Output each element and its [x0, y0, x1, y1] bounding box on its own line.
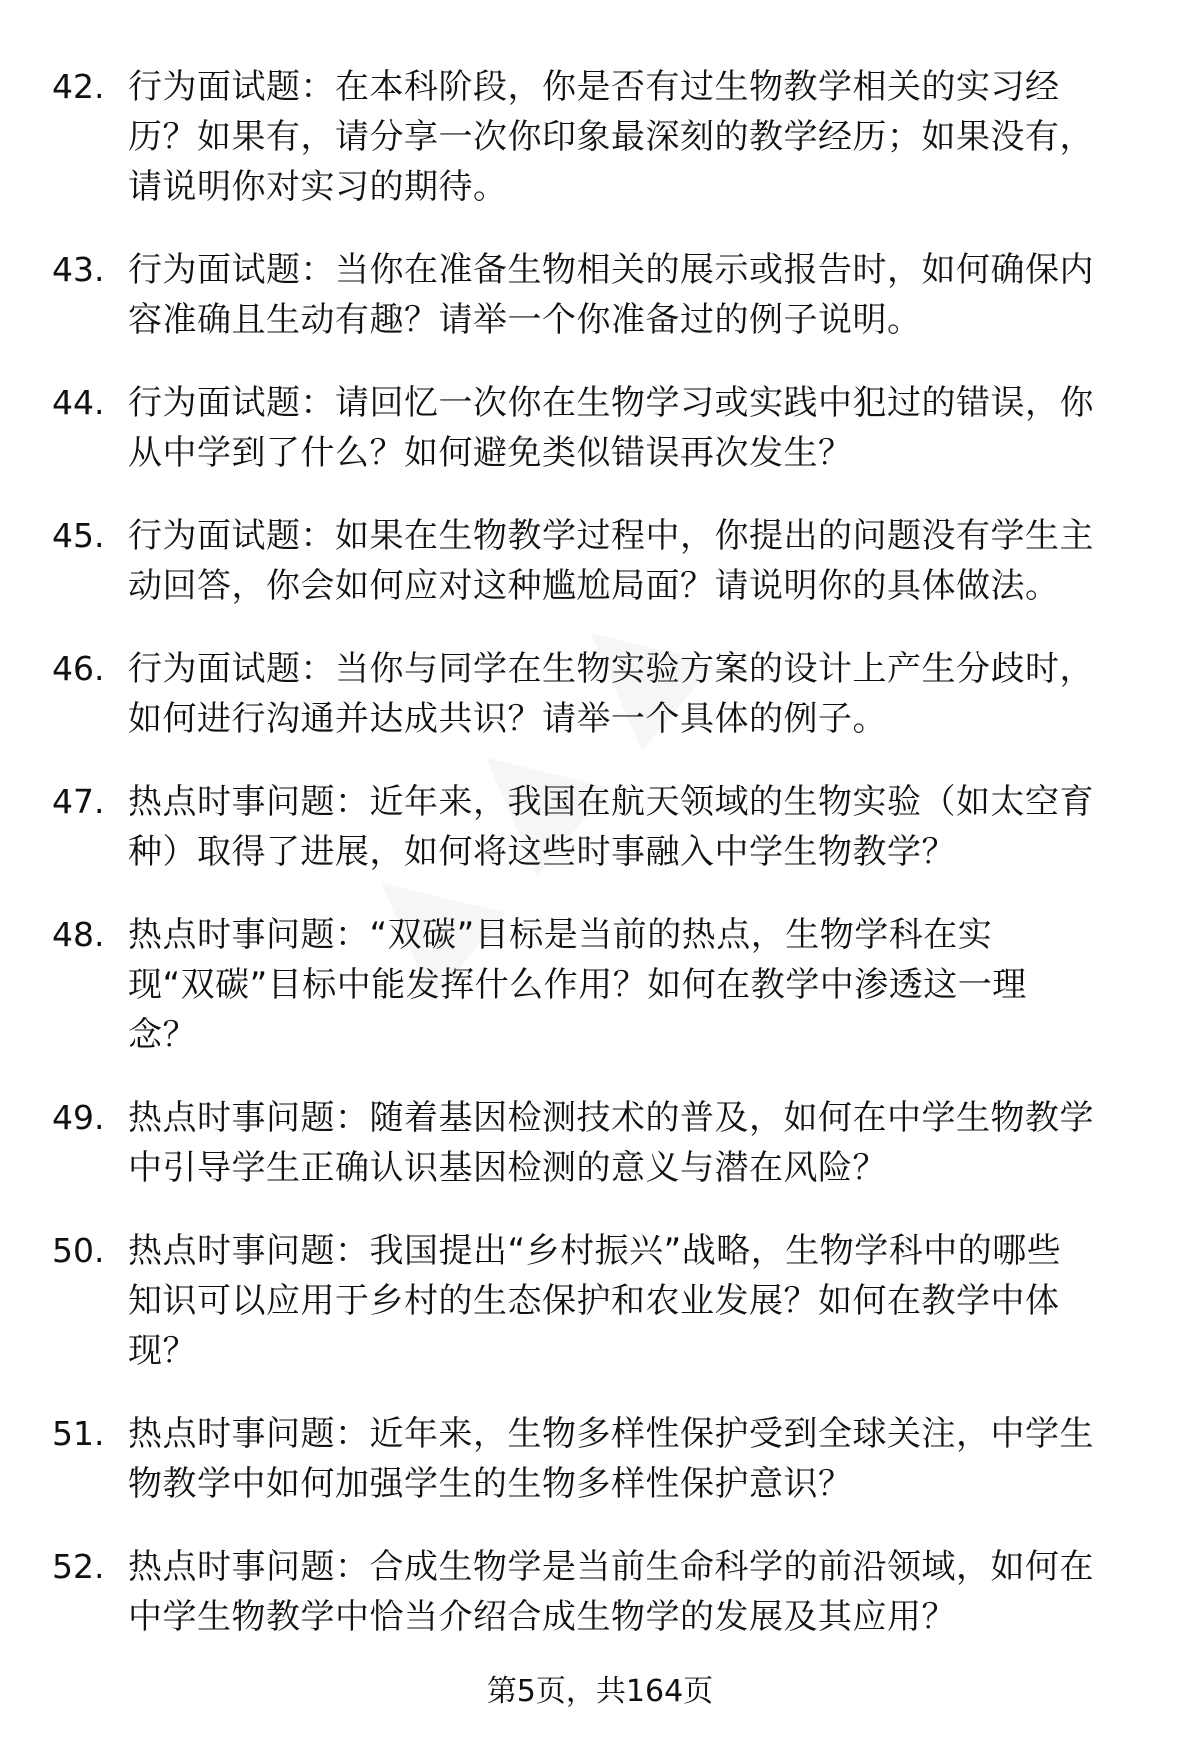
- question-item: [0, 245, 1200, 345]
- question-number: 46.: [52, 649, 105, 688]
- question-number: 43.: [52, 250, 105, 289]
- page-footer: 第5页，共164页: [486, 1674, 714, 1709]
- question-text-line: 热点时事问题：合成生物学是当前生命科学的前沿领域，如何在: [128, 1547, 1094, 1587]
- question-item: [0, 62, 1200, 212]
- question-text-line: 行为面试题：请回忆一次你在生物学习或实践中犯过的错误，你: [128, 383, 1094, 423]
- question-number: 50.: [52, 1231, 105, 1270]
- question-number: 48.: [52, 915, 105, 954]
- question-text-line: 念？: [128, 1015, 197, 1055]
- question-number: 45.: [52, 516, 105, 555]
- question-text-line: 从中学到了什么？如何避免类似错误再次发生？: [128, 433, 853, 473]
- question-item: [0, 910, 1200, 1060]
- question-text-line: 现“双碳”目标中能发挥什么作用？如何在教学中渗透这一理: [128, 965, 1027, 1005]
- question-item: [0, 777, 1200, 877]
- question-item: [0, 1542, 1200, 1642]
- question-number: 47.: [52, 782, 105, 821]
- question-text-line: 如何进行沟通并达成共识？请举一个具体的例子。: [128, 699, 887, 739]
- question-text-line: 容准确且生动有趣？请举一个你准备过的例子说明。: [128, 300, 922, 340]
- question-text-line: 热点时事问题：随着基因检测技术的普及，如何在中学生物教学: [128, 1098, 1094, 1138]
- question-text-line: 热点时事问题：我国提出“乡村振兴”战略，生物学科中的哪些: [128, 1231, 1062, 1271]
- question-text-line: 历？如果有，请分享一次你印象最深刻的教学经历；如果没有，: [128, 117, 1094, 157]
- question-item: [0, 511, 1200, 611]
- question-text-line: 中引导学生正确认识基因检测的意义与潜在风险？: [128, 1148, 887, 1188]
- question-item: [0, 1226, 1200, 1376]
- question-number: 42.: [52, 67, 105, 106]
- question-text-line: 种）取得了进展，如何将这些时事融入中学生物教学？: [128, 832, 956, 872]
- question-text-line: 请说明你对实习的期待。: [128, 167, 508, 207]
- question-number: 44.: [52, 383, 105, 422]
- question-text-line: 热点时事问题：近年来，我国在航天领域的生物实验（如太空育: [128, 782, 1094, 822]
- question-text-line: 热点时事问题：近年来，生物多样性保护受到全球关注，中学生: [128, 1414, 1094, 1454]
- question-item: [0, 1409, 1200, 1509]
- question-text-line: 动回答，你会如何应对这种尴尬局面？请说明你的具体做法。: [128, 566, 1060, 606]
- question-text-line: 行为面试题：如果在生物教学过程中，你提出的问题没有学生主: [128, 516, 1094, 556]
- question-item: [0, 644, 1200, 744]
- question-item: [0, 1093, 1200, 1193]
- question-text-line: 物教学中如何加强学生的生物多样性保护意识？: [128, 1464, 853, 1504]
- question-number: 49.: [52, 1098, 105, 1137]
- question-text-line: 行为面试题：当你与同学在生物实验方案的设计上产生分歧时，: [128, 649, 1094, 689]
- question-text-line: 行为面试题：当你在准备生物相关的展示或报告时，如何确保内: [128, 250, 1094, 290]
- question-text-line: 现？: [128, 1331, 197, 1371]
- question-text-line: 知识可以应用于乡村的生态保护和农业发展？如何在教学中体: [128, 1281, 1060, 1321]
- question-item: [0, 378, 1200, 478]
- question-number: 51.: [52, 1414, 105, 1453]
- question-text-line: 中学生物教学中恰当介绍合成生物学的发展及其应用？: [128, 1597, 956, 1637]
- question-text-line: 行为面试题：在本科阶段，你是否有过生物教学相关的实习经: [128, 67, 1060, 107]
- question-number: 52.: [52, 1547, 105, 1586]
- question-list: [0, 62, 1200, 1675]
- question-text-line: 热点时事问题：“双碳”目标是当前的热点，生物学科在实: [128, 915, 993, 955]
